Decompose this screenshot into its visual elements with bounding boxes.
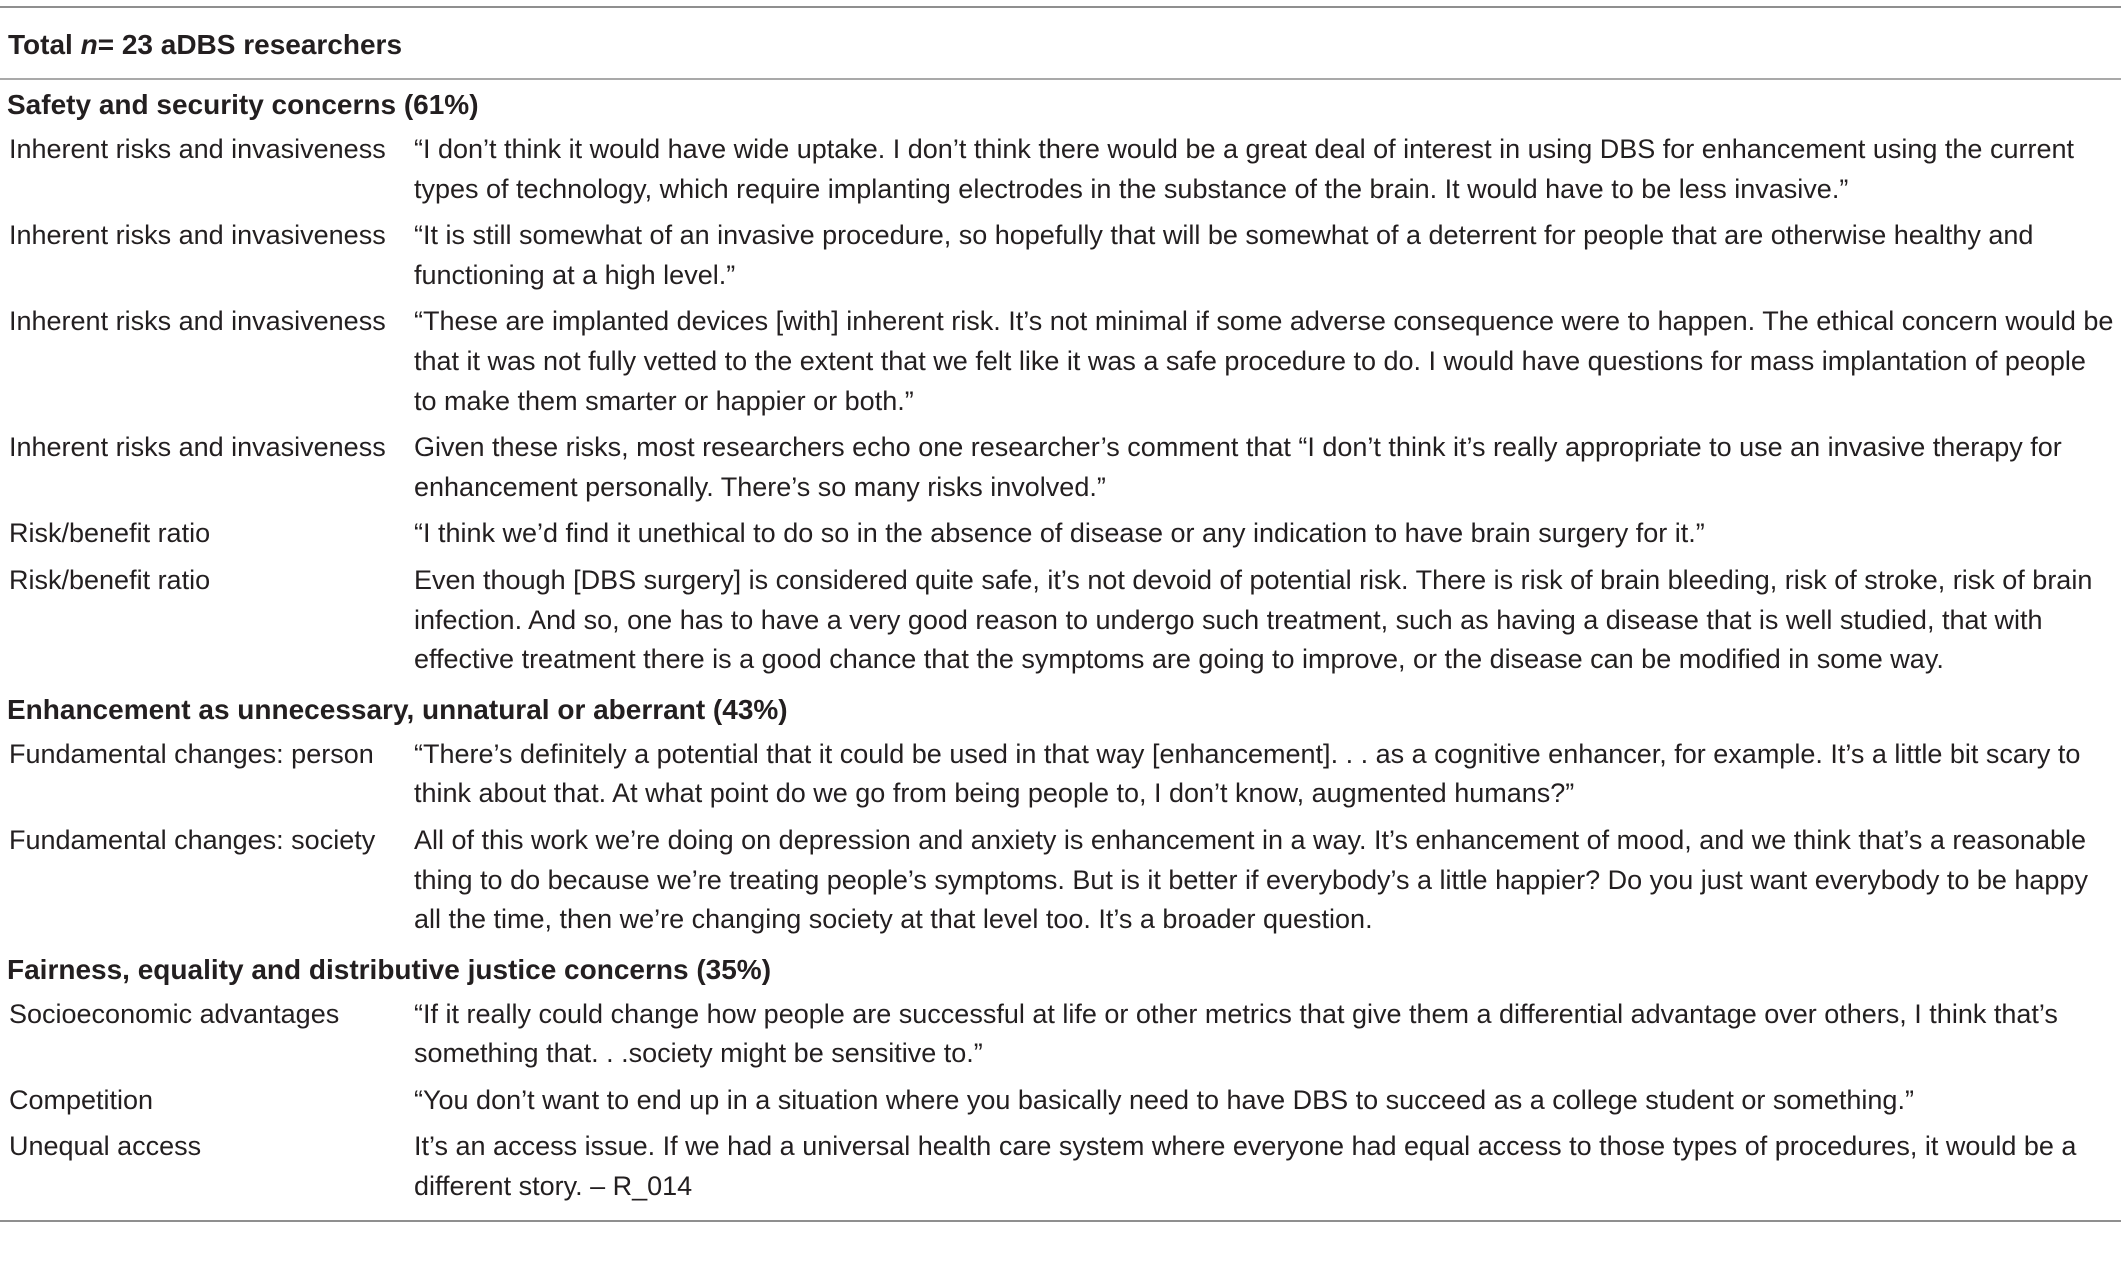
table-row xyxy=(0,512,2121,559)
table-row xyxy=(0,733,2121,819)
table-row xyxy=(0,128,2121,214)
bottom-rule xyxy=(0,1220,2121,1222)
category-cell: Risk/benefit ratio xyxy=(9,564,211,595)
section-title: Safety and security concerns (61%) xyxy=(7,89,479,120)
category-cell: Unequal access xyxy=(9,1131,202,1162)
header-n: n xyxy=(80,29,98,60)
category-cell: Fundamental changes: person xyxy=(9,738,374,769)
category-cell: Inherent risks and invasiveness xyxy=(9,432,386,463)
table-row xyxy=(0,426,2121,512)
quote-cell: “These are implanted devices [with] inherent risk. It’s not minimal if some adverse consequence were to happen. The ethical concern would be that it was not fully vetted to the extent that we felt like it was a safe procedure to do. I would have questions for mass implantation of people to make them smarter or happier or both.” xyxy=(414,306,2114,416)
header-suffix: = 23 aDBS researchers xyxy=(97,29,403,60)
table-row xyxy=(0,819,2121,945)
table-header xyxy=(0,12,2121,80)
category-cell: Risk/benefit ratio xyxy=(9,518,211,549)
quote-cell: “You don’t want to end up in a situation where you basically need to have DBS to succeed as a college student or something.” xyxy=(414,1084,1914,1115)
category-cell: Inherent risks and invasiveness xyxy=(9,134,386,164)
quote-cell: It’s an access issue. If we had a universal health care system where everyone had equal access to those types of procedures, it would be a different story. – R_014 xyxy=(414,1131,2077,1202)
data-table xyxy=(0,6,2121,1222)
table-row xyxy=(0,1079,2121,1126)
quote-cell: Even though [DBS surgery] is considered quite safe, it’s not devoid of potential risk. There is risk of brain bleeding, risk of stroke, risk of brain infection. And so, one has to have a very good reason to undergo such treatment, such as having a disease that is well studied, that with effective treatment there is a good chance that the symptoms are going to improve, or the disease can be modified in some way. xyxy=(414,564,2093,675)
quote-cell: “I think we’d find it unethical to do so in the absence of disease or any indication to have brain surgery for it.” xyxy=(414,518,1705,549)
category-cell: Inherent risks and invasiveness xyxy=(9,306,386,337)
section-title: Fairness, equality and distributive justice concerns (35%) xyxy=(7,953,772,985)
table-row xyxy=(0,993,2121,1079)
category-cell: Socioeconomic advantages xyxy=(9,998,340,1029)
category-cell: Competition xyxy=(9,1084,154,1115)
quote-cell: Given these risks, most researchers echo one researcher’s comment that “I don’t think it’s really appropriate to use an invasive therapy for enhancement personally. There’s so many risks involved.” xyxy=(414,432,2062,502)
quote-cell: “If it really could change how people are successful at life or other metrics that give them a differential advantage over others, I think that’s something that. . .society might be sensitive to.” xyxy=(414,998,2058,1069)
category-cell: Inherent risks and invasiveness xyxy=(9,220,386,251)
table-row xyxy=(0,300,2121,426)
quote-cell: “It is still somewhat of an invasive procedure, so hopefully that will be somewhat of a deterrent for people that are otherwise healthy and functioning at a high level.” xyxy=(414,220,2034,290)
category-cell: Fundamental changes: society xyxy=(9,824,376,855)
table-row xyxy=(0,559,2121,685)
table-row xyxy=(0,1125,2121,1211)
quote-cell: “I don’t think it would have wide uptake. I don’t think there would be a great deal of interest in using DBS for enhancement using the current types of technology, which require implanting electrodes in the substance of the brain. It would have to be less invasive.” xyxy=(414,134,2074,204)
section-title: Enhancement as unnecessary, unnatural or aberrant (43%) xyxy=(7,693,788,725)
quote-cell: All of this work we’re doing on depression and anxiety is enhancement in a way. It’s enhancement of mood, and we think that’s a reasonable thing to do because we’re treating people’s symptoms. But is it better if everybody’s a little happier? Do you just want everybody to be happy all the time, then we’re changing society at that level too. It’s a broader question. xyxy=(414,824,2088,935)
quote-cell: “There’s definitely a potential that it could be used in that way [enhancement]. . . as a cognitive enhancer, for example. It’s a little bit scary to think about that. At what point do we go from being people to, I don’t know, augmented humans?” xyxy=(414,738,2081,809)
header-prefix: Total xyxy=(8,29,73,60)
table-row xyxy=(0,214,2121,300)
